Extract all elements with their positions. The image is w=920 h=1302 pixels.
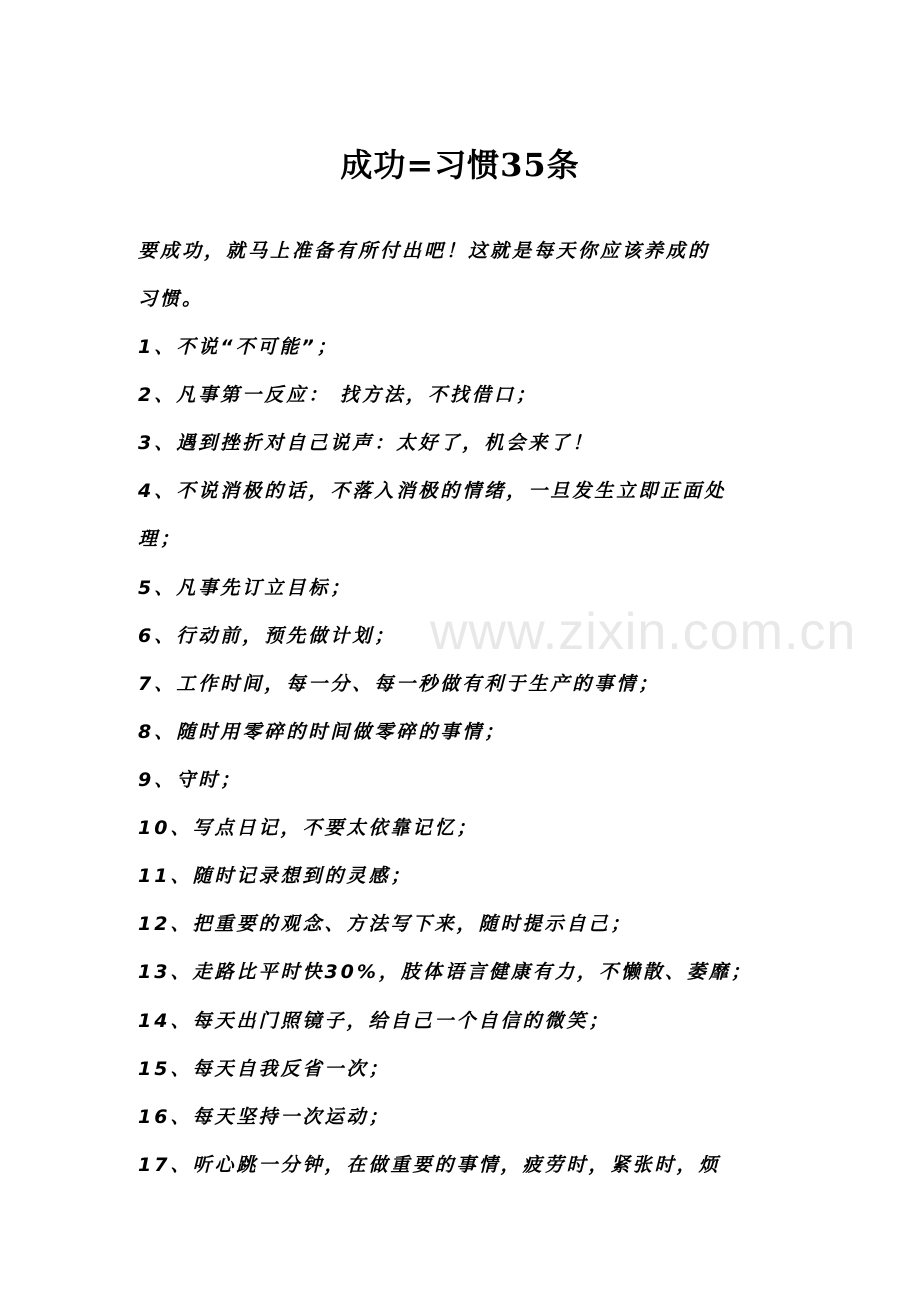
- list-item-3: 3、遇到挫折对自己说声：太好了，机会来了！: [138, 432, 595, 454]
- list-item-12: 12、把重要的观念、方法写下来，随时提示自己；: [138, 913, 633, 935]
- list-item-16: 16、每天坚持一次运动；: [138, 1106, 391, 1128]
- list-item-2: 2、凡事第一反应： 找方法，不找借口；: [138, 384, 538, 406]
- list-item-15: 15、每天自我反省一次；: [138, 1058, 391, 1080]
- list-item-10: 10、写点日记，不要太依靠记忆；: [138, 817, 479, 839]
- list-item-8: 8、随时用零碎的时间做零碎的事情；: [138, 721, 507, 743]
- list-item-17: 17、听心跳一分钟，在做重要的事情，疲劳时，紧张时，烦: [138, 1154, 721, 1176]
- intro-line-1: 要成功，就马上准备有所付出吧！这就是每天你应该养成的: [138, 240, 711, 262]
- list-item-14: 14、每天出门照镜子，给自己一个自信的微笑；: [138, 1010, 611, 1032]
- list-item-7: 7、工作时间，每一分、每一秒做有利于生产的事情；: [138, 673, 661, 695]
- list-item-4: 4、不说消极的话，不落入消极的情绪，一旦发生立即正面处: [138, 480, 727, 502]
- list-item-5: 5、凡事先订立目标；: [138, 577, 353, 599]
- intro-line-2: 习惯。: [138, 288, 205, 310]
- watermark: www.zixin.com.cn: [430, 603, 857, 661]
- list-item-6: 6、行动前，预先做计划；: [138, 625, 397, 647]
- list-item-9: 9、守时；: [138, 769, 243, 791]
- list-item-11: 11、随时记录想到的灵感；: [138, 865, 413, 887]
- page-title: 成功=习惯35条: [340, 146, 580, 184]
- list-item-1: 1、不说“不可能”；: [138, 336, 339, 358]
- list-item-13: 13、走路比平时快30%，肢体语言健康有力，不懒散、萎靡；: [138, 961, 753, 983]
- list-item-4-cont: 理；: [138, 528, 183, 550]
